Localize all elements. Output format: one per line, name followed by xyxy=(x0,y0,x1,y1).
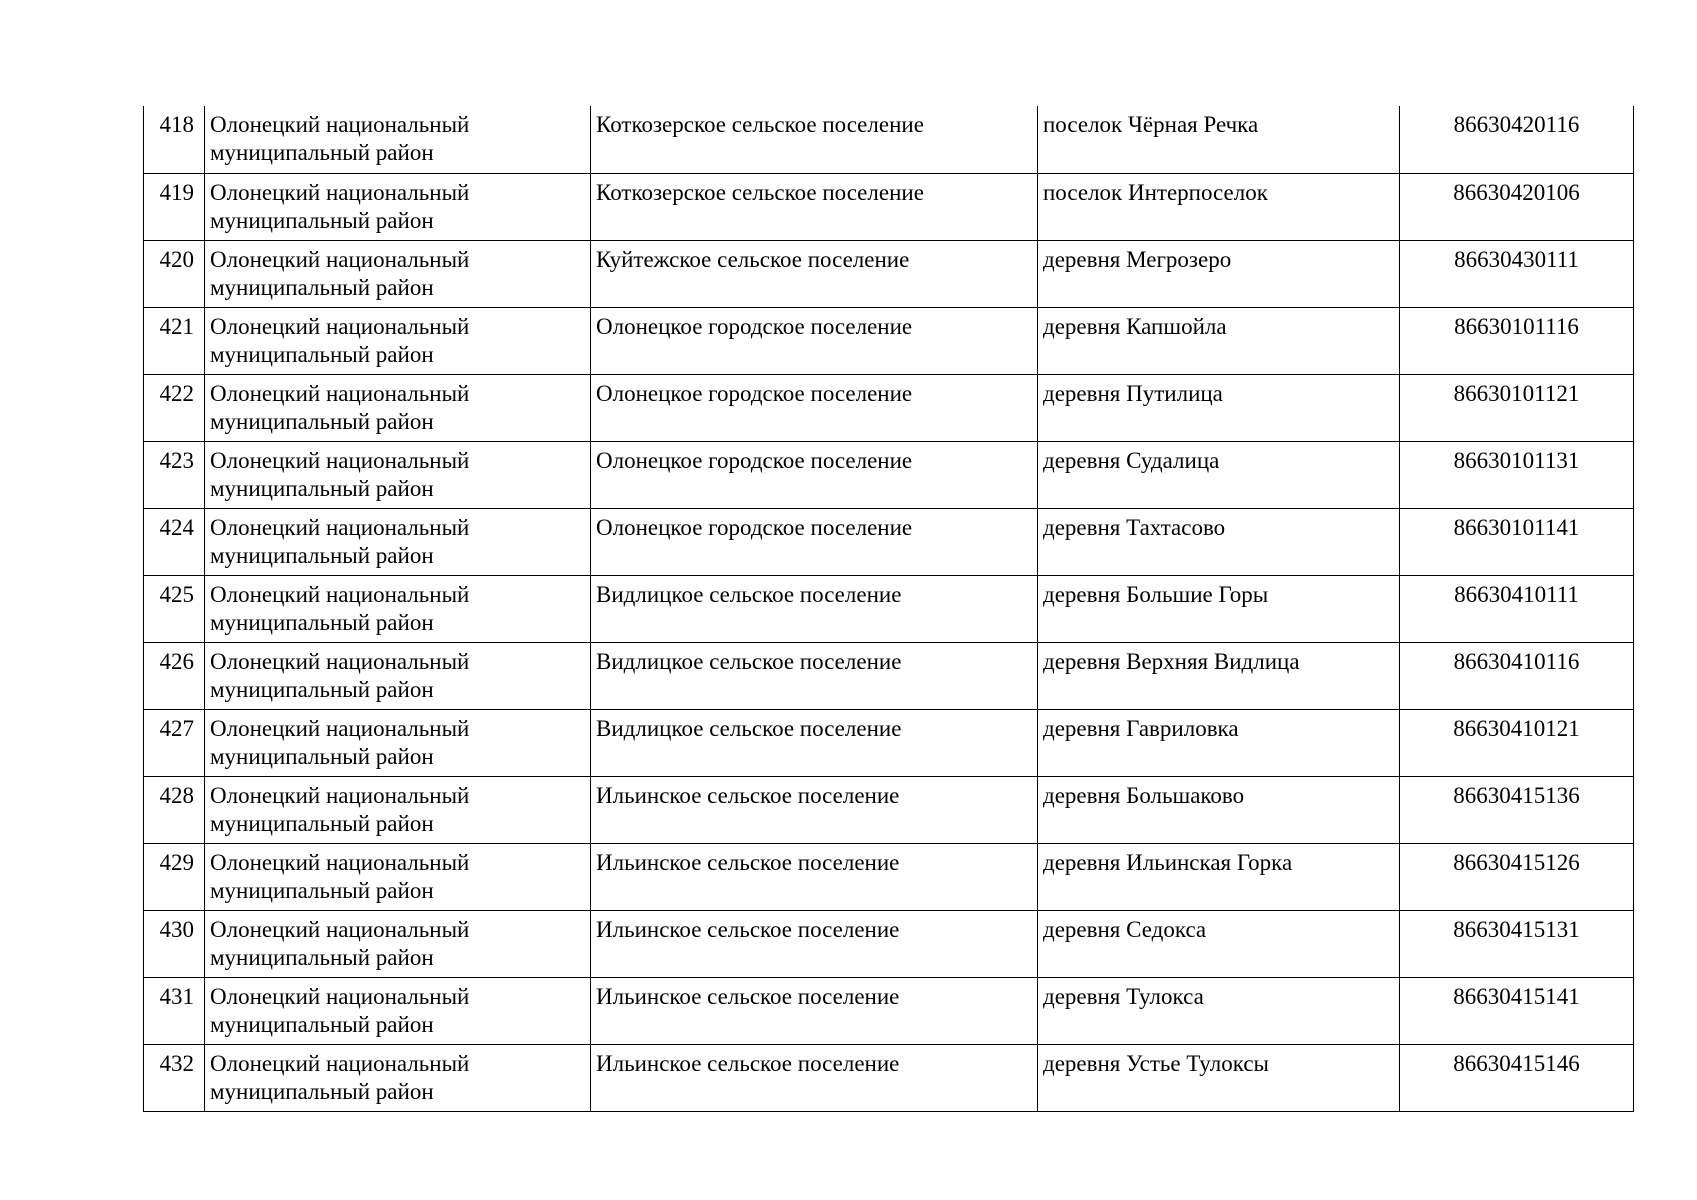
row-number: 428 xyxy=(144,776,205,843)
locality-cell: деревня Тулокса xyxy=(1038,977,1400,1044)
district-line-1: Олонецкий национальный xyxy=(210,1050,470,1076)
district-line-2: муниципальный район xyxy=(210,408,434,434)
settlement-cell: Олонецкое городское поселение xyxy=(591,508,1038,575)
table-row xyxy=(144,106,1634,173)
locality-cell: деревня Ильинская Горка xyxy=(1038,843,1400,910)
settlement-cell: Видлицкое сельское поселение xyxy=(591,642,1038,709)
locality-cell: деревня Устье Тулоксы xyxy=(1038,1044,1400,1111)
row-number: 430 xyxy=(144,910,205,977)
district-line-1: Олонецкий национальный xyxy=(210,313,470,339)
district-line-1: Олонецкий национальный xyxy=(210,514,470,540)
settlement-cell: Ильинское сельское поселение xyxy=(591,977,1038,1044)
district-line-1: Олонецкий национальный xyxy=(210,983,470,1009)
district-cell xyxy=(205,441,591,508)
table-row xyxy=(144,441,1634,508)
settlement-cell: Олонецкое городское поселение xyxy=(591,374,1038,441)
district-cell xyxy=(205,173,591,240)
district-line-1: Олонецкий национальный xyxy=(210,380,470,406)
district-cell xyxy=(205,240,591,307)
locality-cell: деревня Капшойла xyxy=(1038,307,1400,374)
district-line-1: Олонецкий национальный xyxy=(210,849,470,875)
table-row xyxy=(144,374,1634,441)
locality-cell: деревня Верхняя Видлица xyxy=(1038,642,1400,709)
district-cell xyxy=(205,374,591,441)
oktmo-code-cell: 86630101141 xyxy=(1400,508,1634,575)
oktmo-code-cell: 86630415136 xyxy=(1400,776,1634,843)
locality-cell: деревня Судалица xyxy=(1038,441,1400,508)
oktmo-code-cell: 86630101116 xyxy=(1400,307,1634,374)
settlement-cell: Ильинское сельское поселение xyxy=(591,1044,1038,1111)
district-line-1: Олонецкий национальный xyxy=(210,112,470,137)
table-row xyxy=(144,508,1634,575)
table-row xyxy=(144,1044,1634,1111)
district-cell xyxy=(205,307,591,374)
row-number: 424 xyxy=(144,508,205,575)
district-cell xyxy=(205,508,591,575)
settlement-cell: Олонецкое городское поселение xyxy=(591,441,1038,508)
oktmo-code-cell: 86630420116 xyxy=(1400,106,1634,173)
district-cell xyxy=(205,910,591,977)
row-number: 420 xyxy=(144,240,205,307)
row-number: 422 xyxy=(144,374,205,441)
row-number: 423 xyxy=(144,441,205,508)
district-line-2: муниципальный район xyxy=(210,743,434,769)
table-row xyxy=(144,642,1634,709)
district-line-1: Олонецкий национальный xyxy=(210,447,470,473)
oktmo-code-cell: 86630101131 xyxy=(1400,441,1634,508)
locality-cell: деревня Мегрозеро xyxy=(1038,240,1400,307)
oktmo-code-cell: 86630430111 xyxy=(1400,240,1634,307)
district-line-2: муниципальный район xyxy=(210,475,434,501)
district-line-2: муниципальный район xyxy=(210,1011,434,1037)
settlement-cell: Видлицкое сельское поселение xyxy=(591,575,1038,642)
settlement-cell: Коткозерское сельское поселение xyxy=(591,106,1038,173)
district-line-2: муниципальный район xyxy=(210,609,434,635)
district-line-2: муниципальный район xyxy=(210,676,434,702)
table-row xyxy=(144,910,1634,977)
oktmo-code-cell: 86630410111 xyxy=(1400,575,1634,642)
district-line-2: муниципальный район xyxy=(210,944,434,970)
locality-cell: деревня Большаково xyxy=(1038,776,1400,843)
oktmo-code-cell: 86630410121 xyxy=(1400,709,1634,776)
district-line-2: муниципальный район xyxy=(210,140,434,165)
table-row xyxy=(144,776,1634,843)
district-line-1: Олонецкий национальный xyxy=(210,179,470,205)
oktmo-code-cell: 86630415146 xyxy=(1400,1044,1634,1111)
table-row xyxy=(144,843,1634,910)
oktmo-code-cell: 86630415131 xyxy=(1400,910,1634,977)
district-line-1: Олонецкий национальный xyxy=(210,782,470,808)
oktmo-code-cell: 86630420106 xyxy=(1400,173,1634,240)
oktmo-code-cell: 86630410116 xyxy=(1400,642,1634,709)
district-line-2: муниципальный район xyxy=(210,542,434,568)
row-number: 425 xyxy=(144,575,205,642)
district-line-1: Олонецкий национальный xyxy=(210,916,470,942)
district-line-2: муниципальный район xyxy=(210,274,434,300)
district-cell xyxy=(205,106,591,173)
oktmo-code-cell: 86630415141 xyxy=(1400,977,1634,1044)
settlement-cell: Коткозерское сельское поселение xyxy=(591,173,1038,240)
locality-cell: деревня Гавриловка xyxy=(1038,709,1400,776)
district-line-2: муниципальный район xyxy=(210,877,434,903)
locality-cell: деревня Седокса xyxy=(1038,910,1400,977)
table-row xyxy=(144,709,1634,776)
settlements-table xyxy=(143,106,1634,1112)
district-cell xyxy=(205,776,591,843)
district-cell xyxy=(205,977,591,1044)
locality-cell: поселок Интерпоселок xyxy=(1038,173,1400,240)
settlement-cell: Олонецкое городское поселение xyxy=(591,307,1038,374)
row-number: 418 xyxy=(144,106,205,173)
table-row xyxy=(144,977,1634,1044)
locality-cell: деревня Большие Горы xyxy=(1038,575,1400,642)
settlement-cell: Ильинское сельское поселение xyxy=(591,910,1038,977)
district-line-2: муниципальный район xyxy=(210,1078,434,1104)
row-number: 429 xyxy=(144,843,205,910)
table-row xyxy=(144,240,1634,307)
table-row xyxy=(144,173,1634,240)
district-cell xyxy=(205,642,591,709)
district-line-1: Олонецкий национальный xyxy=(210,246,470,272)
row-number: 432 xyxy=(144,1044,205,1111)
oktmo-code-cell: 86630101121 xyxy=(1400,374,1634,441)
district-line-1: Олонецкий национальный xyxy=(210,581,470,607)
table-row xyxy=(144,575,1634,642)
row-number: 426 xyxy=(144,642,205,709)
settlement-cell: Ильинское сельское поселение xyxy=(591,776,1038,843)
row-number: 427 xyxy=(144,709,205,776)
settlement-cell: Ильинское сельское поселение xyxy=(591,843,1038,910)
locality-cell: деревня Путилица xyxy=(1038,374,1400,441)
district-line-1: Олонецкий национальный xyxy=(210,715,470,741)
district-cell xyxy=(205,575,591,642)
row-number: 419 xyxy=(144,173,205,240)
locality-cell: поселок Чёрная Речка xyxy=(1038,106,1400,173)
district-line-1: Олонецкий национальный xyxy=(210,648,470,674)
locality-cell: деревня Тахтасово xyxy=(1038,508,1400,575)
oktmo-code-cell: 86630415126 xyxy=(1400,843,1634,910)
row-number: 421 xyxy=(144,307,205,374)
district-line-2: муниципальный район xyxy=(210,341,434,367)
district-cell xyxy=(205,843,591,910)
district-line-2: муниципальный район xyxy=(210,810,434,836)
district-cell xyxy=(205,709,591,776)
district-cell xyxy=(205,1044,591,1111)
table-row xyxy=(144,307,1634,374)
settlement-cell: Видлицкое сельское поселение xyxy=(591,709,1038,776)
settlement-cell: Куйтежское сельское поселение xyxy=(591,240,1038,307)
row-number: 431 xyxy=(144,977,205,1044)
district-line-2: муниципальный район xyxy=(210,207,434,233)
